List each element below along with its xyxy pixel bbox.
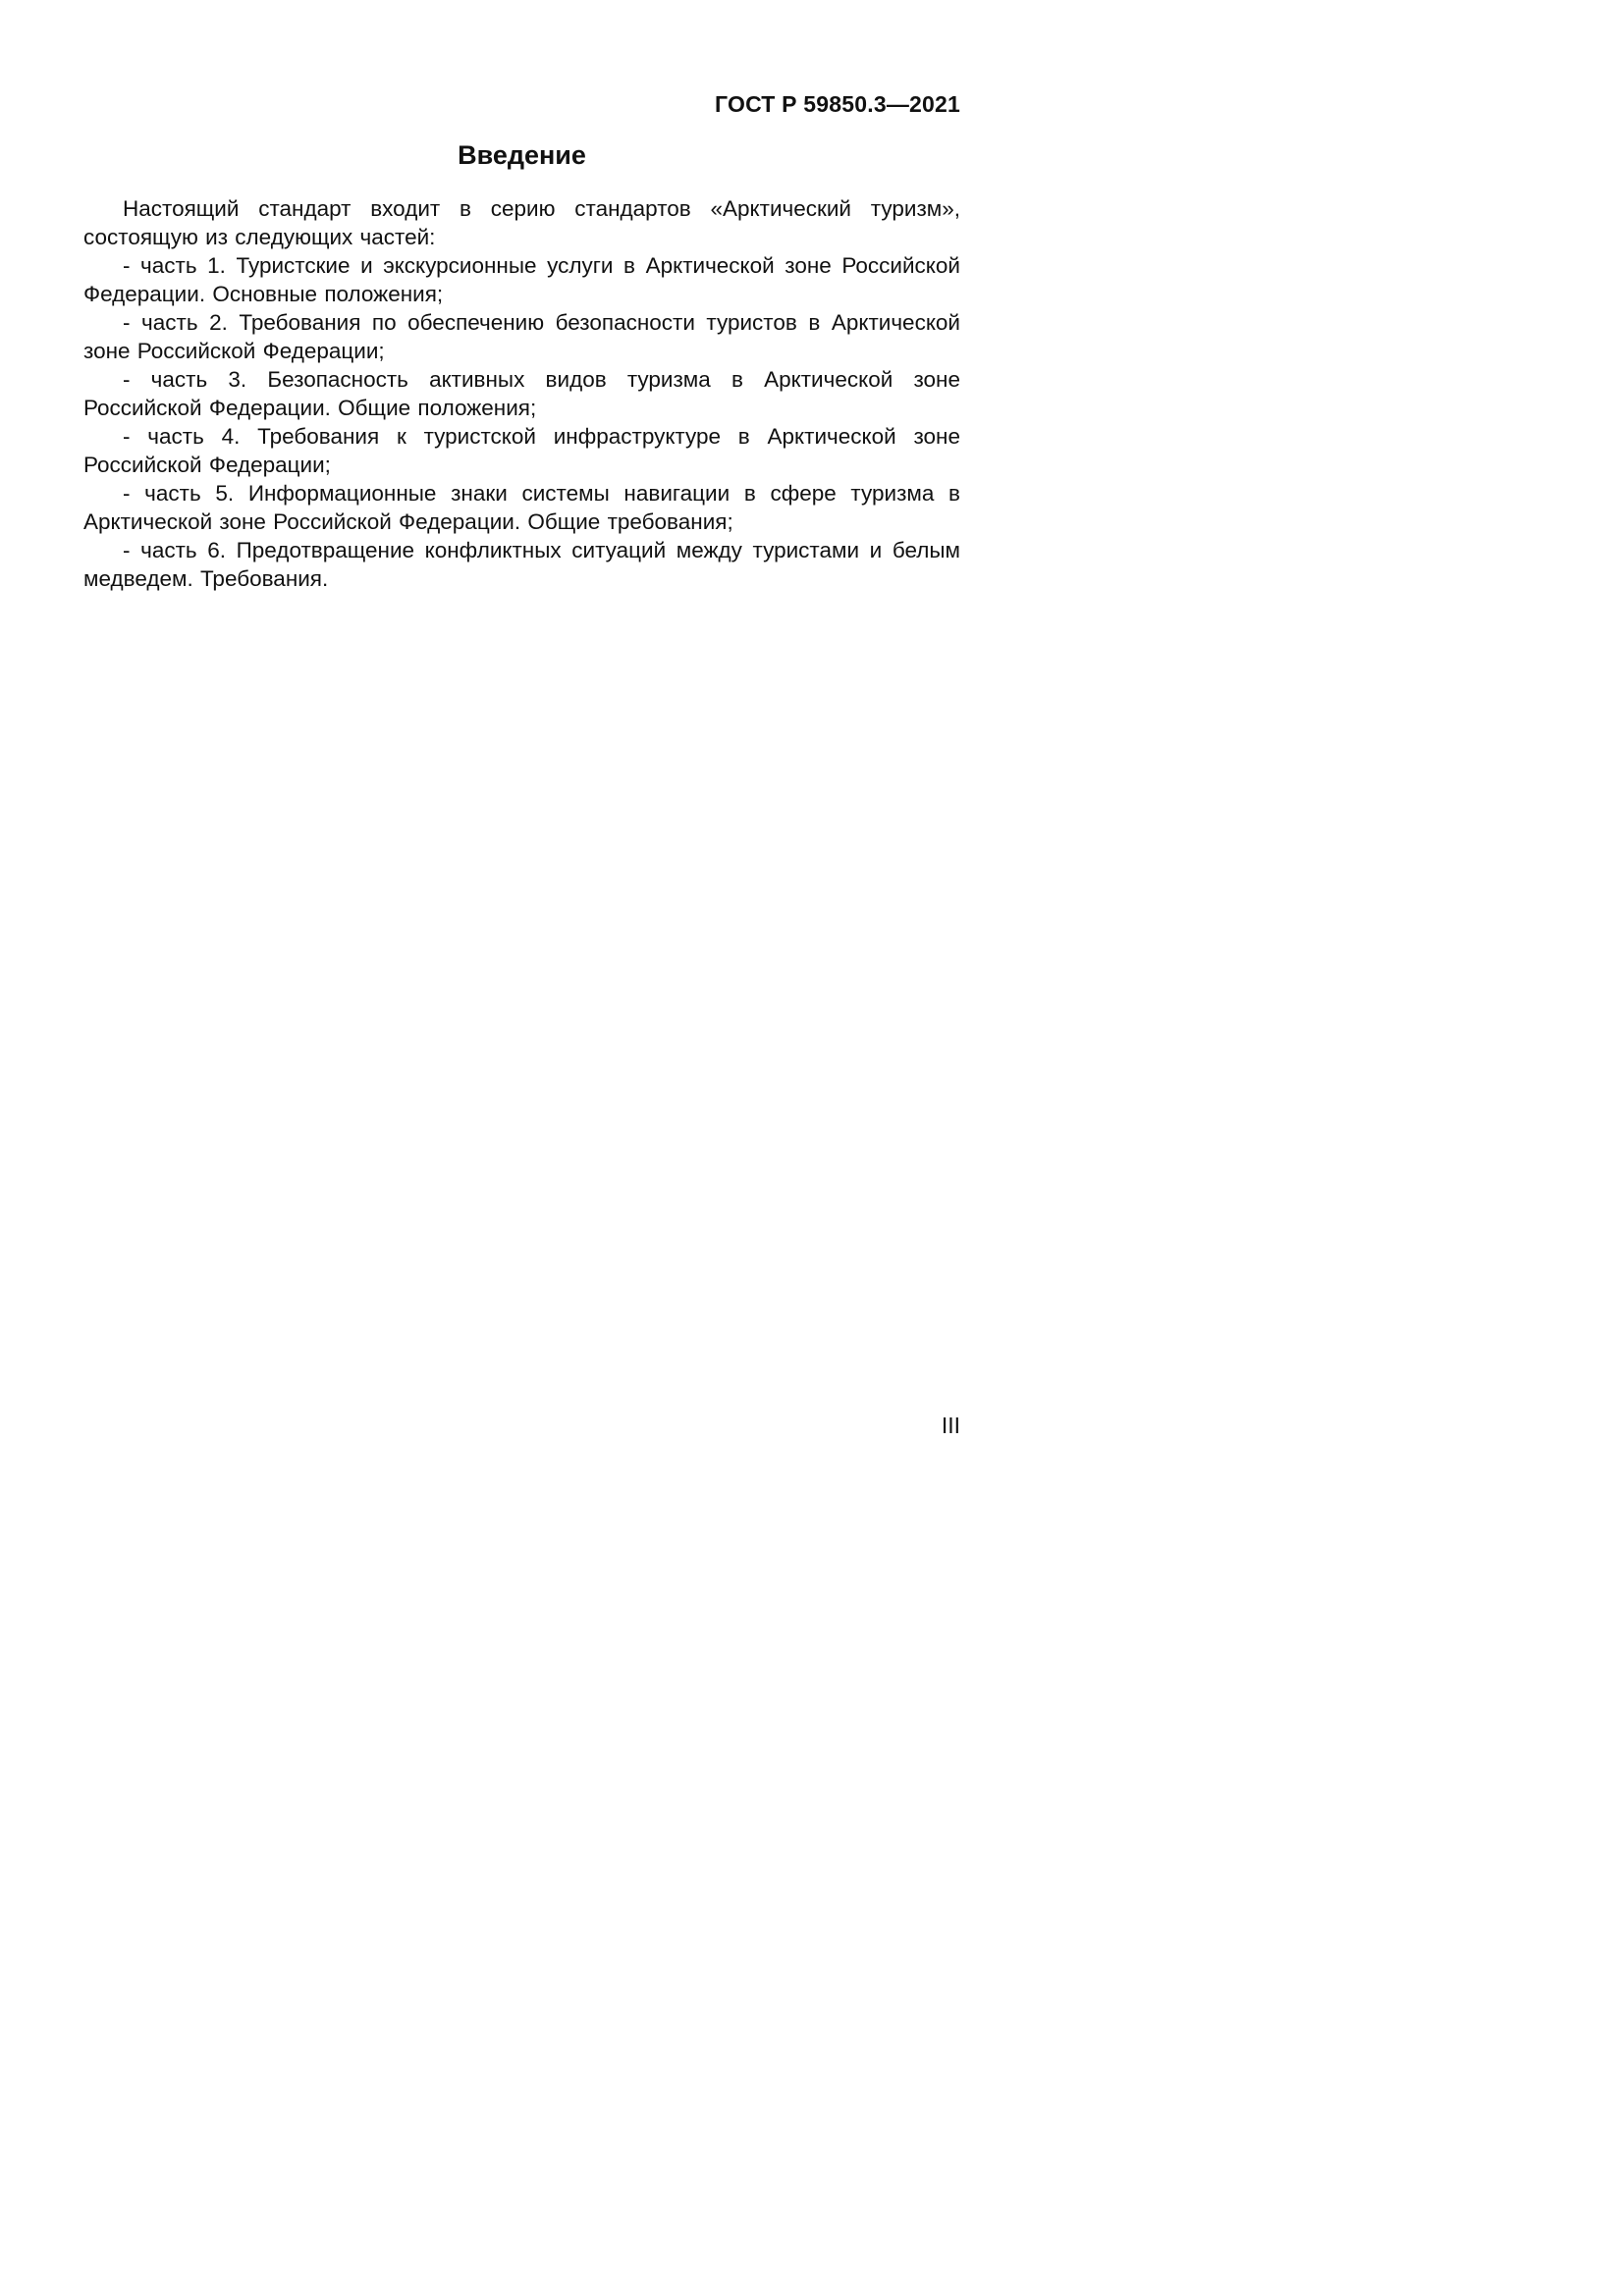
- paragraph-part-6: - часть 6. Предотвращение конфликтных ситуаций между туристами и белым медведем. Требования.: [83, 538, 960, 591]
- paragraph-part-5: - часть 5. Информационные знаки системы навигации в сфере туризма в Арктической зоне Российской Федерации. Общие требования;: [83, 481, 960, 534]
- section-title: Введение: [458, 140, 586, 170]
- paragraph-part-2: - часть 2. Требования по обеспечению безопасности туристов в Арктической зоне Российской Федерации;: [83, 310, 960, 363]
- content-column: [83, 90, 960, 593]
- body-text: [83, 194, 960, 593]
- page-number: III: [941, 1413, 960, 1438]
- paragraph-part-3: - часть 3. Безопасность активных видов туризма в Арктической зоне Российской Федерации. Общие положения;: [83, 367, 960, 420]
- paragraph-part-1: - часть 1. Туристские и экскурсионные услуги в Арктической зоне Российской Федерации. Основные положения;: [83, 253, 960, 306]
- paragraph-part-4: - часть 4. Требования к туристской инфраструктуре в Арктической зоне Российской Федерации;: [83, 424, 960, 477]
- paragraph-intro: Настоящий стандарт входит в серию стандартов «Арктический туризм», состоящую из следующих частей:: [83, 196, 960, 249]
- document-code: ГОСТ Р 59850.3—2021: [715, 91, 960, 117]
